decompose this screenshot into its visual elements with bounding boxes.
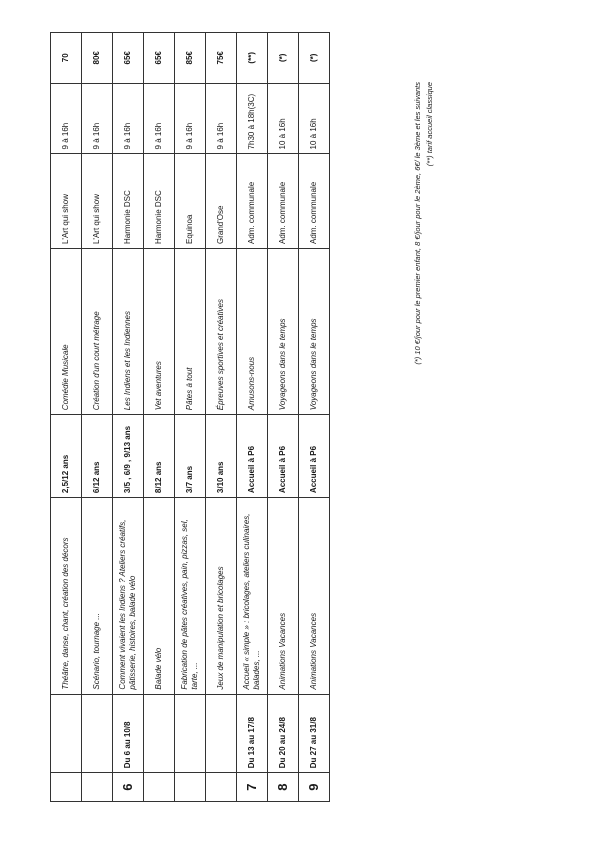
- week-dates-cell: Du 6 au 10/8: [113, 694, 144, 773]
- provider-name-cell: Adm. communale: [299, 154, 330, 249]
- price-cell: (*): [268, 33, 299, 84]
- provider-name-cell: Equinoa: [175, 154, 206, 249]
- activity-description-cell: Animations Vacances: [268, 498, 299, 694]
- price-cell: 80€: [82, 33, 113, 84]
- hours-cell: 9 à 16h: [175, 83, 206, 154]
- age-group-cell: 3/5 , 6/9 , 9/13 ans: [113, 415, 144, 498]
- hours-cell: 9 à 16h: [113, 83, 144, 154]
- footnote-1: (*) 10 €/jour pour le premier enfant, 8 €/jour pour le 2ème, 6€/ le 3ème et les suivants: [413, 82, 422, 365]
- activity-description-cell: Théâtre, danse, chant, création des décors: [51, 498, 82, 694]
- table-row: [144, 33, 175, 802]
- week-dates-cell: [206, 694, 237, 773]
- activity-description-cell: Jeux de manipulation et bricolages: [206, 498, 237, 694]
- table-row: [299, 33, 330, 802]
- footnotes: [412, 82, 436, 582]
- age-group-cell: 3/10 ans: [206, 415, 237, 498]
- provider-name-cell: Adm. communale: [268, 154, 299, 249]
- table-row: [268, 33, 299, 802]
- price-cell: 70: [51, 33, 82, 84]
- theme-name-cell: Comédie Musicale: [51, 249, 82, 415]
- theme-name-cell: Amusons-nous: [237, 249, 268, 415]
- table-row: [237, 33, 268, 802]
- age-group-cell: 6/12 ans: [82, 415, 113, 498]
- theme-name-cell: Épreuves sportives et créatives: [206, 249, 237, 415]
- provider-name-cell: Harmonie DSC: [144, 154, 175, 249]
- provider-name-cell: Harmonie DSC: [113, 154, 144, 249]
- week-number-cell: [206, 773, 237, 802]
- week-dates-cell: Du 20 au 24/8: [268, 694, 299, 773]
- provider-name-cell: Grand'Ose: [206, 154, 237, 249]
- provider-name-cell: Adm. communale: [237, 154, 268, 249]
- hours-cell: 9 à 16h: [82, 83, 113, 154]
- provider-name-cell: L'Art qui show: [51, 154, 82, 249]
- hours-cell: 7h30 à 18h(3C): [237, 83, 268, 154]
- activity-description-cell: Accueil « simple » : bricolages, ateliers culinaires, balades, ...: [237, 498, 268, 694]
- price-cell: 65€: [144, 33, 175, 84]
- theme-name-cell: Pâtes à tout: [175, 249, 206, 415]
- age-group-cell: Accueil à P6: [299, 415, 330, 498]
- price-cell: 75€: [206, 33, 237, 84]
- activity-description-cell: Animations Vacances: [299, 498, 330, 694]
- table-row: [51, 33, 82, 802]
- hours-cell: 9 à 16h: [206, 83, 237, 154]
- table-row: [206, 33, 237, 802]
- hours-cell: 9 à 16h: [51, 83, 82, 154]
- week-number-cell: 9: [299, 773, 330, 802]
- age-group-cell: 8/12 ans: [144, 415, 175, 498]
- week-dates-cell: [82, 694, 113, 773]
- theme-name-cell: Création d'un court métrage: [82, 249, 113, 415]
- week-dates-cell: [144, 694, 175, 773]
- activity-description-cell: Scénario, tournage ...: [82, 498, 113, 694]
- week-number-cell: [82, 773, 113, 802]
- schedule-table: [50, 32, 330, 802]
- week-number-cell: 6: [113, 773, 144, 802]
- hours-cell: 10 à 16h: [268, 83, 299, 154]
- week-dates-cell: [51, 694, 82, 773]
- theme-name-cell: Les Indiens et les Indiennes: [113, 249, 144, 415]
- week-number-cell: 7: [237, 773, 268, 802]
- activity-description-cell: Fabrication de pâtes créatives, pain, pizzas, sel, tarte, ...: [175, 498, 206, 694]
- age-group-cell: Accueil à P6: [237, 415, 268, 498]
- price-cell: (*): [299, 33, 330, 84]
- theme-name-cell: Vet aventures: [144, 249, 175, 415]
- week-number-cell: [175, 773, 206, 802]
- week-number-cell: [144, 773, 175, 802]
- theme-name-cell: Voyageons dans le temps: [299, 249, 330, 415]
- week-number-cell: 8: [268, 773, 299, 802]
- price-cell: (**): [237, 33, 268, 84]
- age-group-cell: 2,5/12 ans: [51, 415, 82, 498]
- hours-cell: 10 à 16h: [299, 83, 330, 154]
- theme-name-cell: Voyageons dans le temps: [268, 249, 299, 415]
- price-cell: 85€: [175, 33, 206, 84]
- provider-name-cell: L'Art qui show: [82, 154, 113, 249]
- week-dates-cell: [175, 694, 206, 773]
- footnote-2: (**) tarif accueil classique: [425, 82, 434, 167]
- activity-description-cell: Balade vélo: [144, 498, 175, 694]
- table-row: [113, 33, 144, 802]
- week-dates-cell: Du 13 au 17/8: [237, 694, 268, 773]
- week-number-cell: [51, 773, 82, 802]
- schedule-body: [51, 33, 330, 802]
- age-group-cell: 3/7 ans: [175, 415, 206, 498]
- table-row: [175, 33, 206, 802]
- hours-cell: 9 à 16h: [144, 83, 175, 154]
- week-dates-cell: Du 27 au 31/8: [299, 694, 330, 773]
- price-cell: 65€: [113, 33, 144, 84]
- age-group-cell: Accueil à P6: [268, 415, 299, 498]
- activity-description-cell: Comment vivaient les Indiens ? Ateliers créatifs, pâtisserie, histoires, balade vélo: [113, 498, 144, 694]
- table-row: [82, 33, 113, 802]
